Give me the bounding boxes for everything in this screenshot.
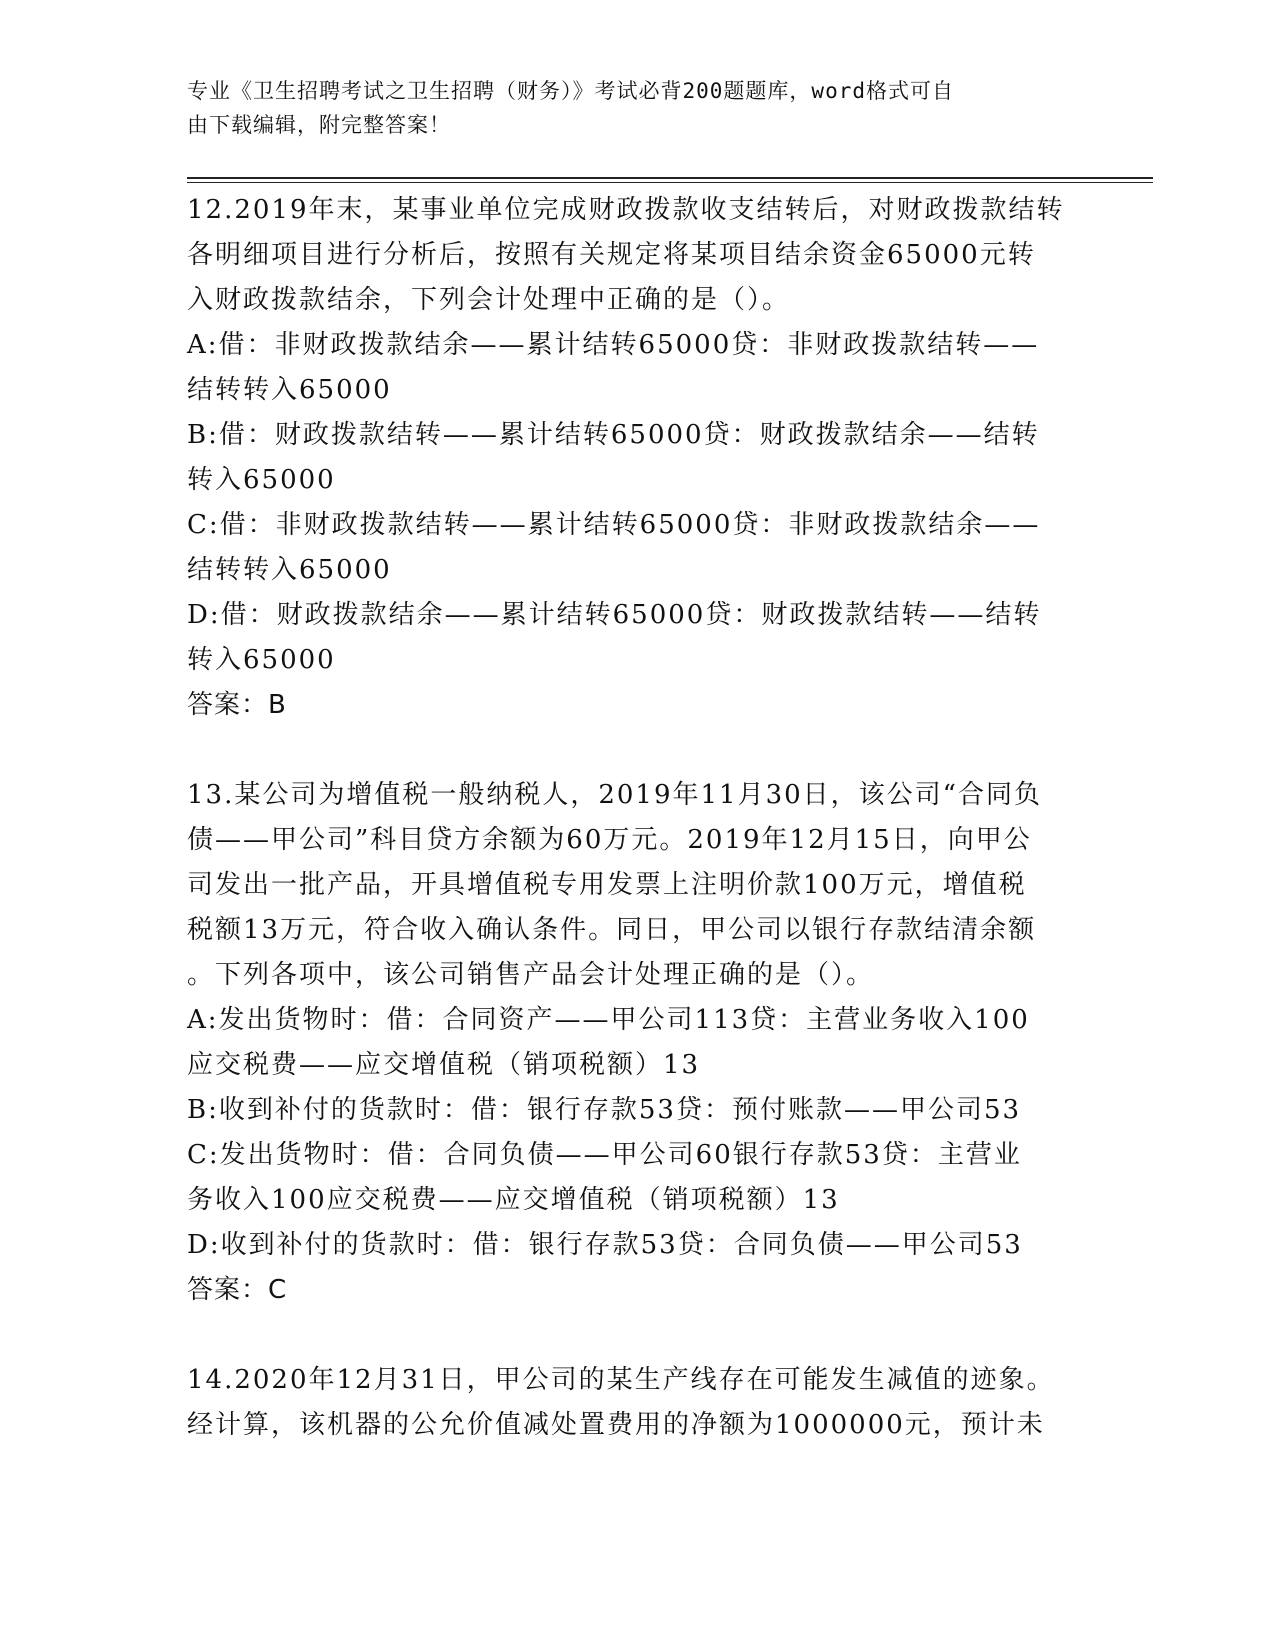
option-line: B:借：财政拨款结转——累计结转65000贷：财政拨款结余——结转 bbox=[187, 420, 1040, 450]
question-stem-line: 司发出一批产品，开具增值税专用发票上注明价款100万元，增值税 bbox=[187, 870, 1027, 900]
question-stem-line: 税额13万元，符合收入确认条件。同日，甲公司以银行存款结清余额 bbox=[187, 915, 1037, 945]
option-line: D:借：财政拨款结余——累计结转65000贷：财政拨款结转——结转 bbox=[187, 600, 1042, 630]
option-line: 应交税费——应交增值税（销项税额）13 bbox=[187, 1050, 701, 1080]
option-line: C:发出货物时：借：合同负债——甲公司60银行存款53贷：主营业 bbox=[187, 1140, 1022, 1170]
header-divider-thick bbox=[187, 177, 1153, 179]
option-line: A:借：非财政拨款结余——累计结转65000贷：非财政拨款结转—— bbox=[187, 330, 1040, 360]
question-14 bbox=[187, 1358, 1087, 1448]
question-content bbox=[187, 188, 1087, 1448]
option-line: A:发出货物时：借：合同资产——甲公司113贷：主营业务收入100 bbox=[187, 1005, 1030, 1035]
question-stem-line: 债——甲公司”科目贷方余额为60万元。2019年12月15日，向甲公 bbox=[187, 825, 1032, 855]
option-line: 转入65000 bbox=[187, 465, 336, 495]
option-line: 结转转入65000 bbox=[187, 375, 392, 405]
question-stem-line: 入财政拨款结余，下列会计处理中正确的是（）。 bbox=[187, 285, 791, 315]
question-12 bbox=[187, 188, 1087, 728]
header-divider-thin bbox=[187, 182, 1153, 183]
question-stem-line: 。下列各项中，该公司销售产品会计处理正确的是（）。 bbox=[187, 960, 875, 990]
question-stem-line: 13.某公司为增值税一般纳税人，2019年11月30日，该公司“合同负 bbox=[187, 780, 1042, 810]
option-line: 务收入100应交税费——应交增值税（销项税额）13 bbox=[187, 1185, 840, 1215]
spacer bbox=[187, 1313, 1087, 1358]
header-line-1: 专业《卫生招聘考试之卫生招聘（财务）》考试必背200题题库，word格式可自 bbox=[187, 79, 954, 103]
question-13 bbox=[187, 773, 1087, 1313]
question-stem-line: 14.2020年12月31日，甲公司的某生产线存在可能发生减值的迹象。 bbox=[187, 1365, 1055, 1395]
question-stem-line: 各明细项目进行分析后，按照有关规定将某项目结余资金65000元转 bbox=[187, 240, 1036, 270]
document-header bbox=[187, 74, 1067, 142]
option-line: B:收到补付的货款时：借：银行存款53贷：预付账款——甲公司53 bbox=[187, 1095, 1022, 1125]
answer-line: 答案：B bbox=[187, 690, 287, 720]
option-line: C:借：非财政拨款结转——累计结转65000贷：非财政拨款结余—— bbox=[187, 510, 1041, 540]
question-stem-line: 12.2019年末，某事业单位完成财政拨款收支结转后，对财政拨款结转 bbox=[187, 195, 1065, 225]
option-line: 结转转入65000 bbox=[187, 555, 392, 585]
spacer bbox=[187, 728, 1087, 773]
header-line-2: 由下载编辑，附完整答案！ bbox=[187, 113, 451, 137]
option-line: 转入65000 bbox=[187, 645, 336, 675]
option-line: D:收到补付的货款时：借：银行存款53贷：合同负债——甲公司53 bbox=[187, 1230, 1023, 1260]
answer-line: 答案：C bbox=[187, 1275, 288, 1305]
question-stem-line: 经计算，该机器的公允价值减处置费用的净额为1000000元，预计未 bbox=[187, 1410, 1045, 1440]
